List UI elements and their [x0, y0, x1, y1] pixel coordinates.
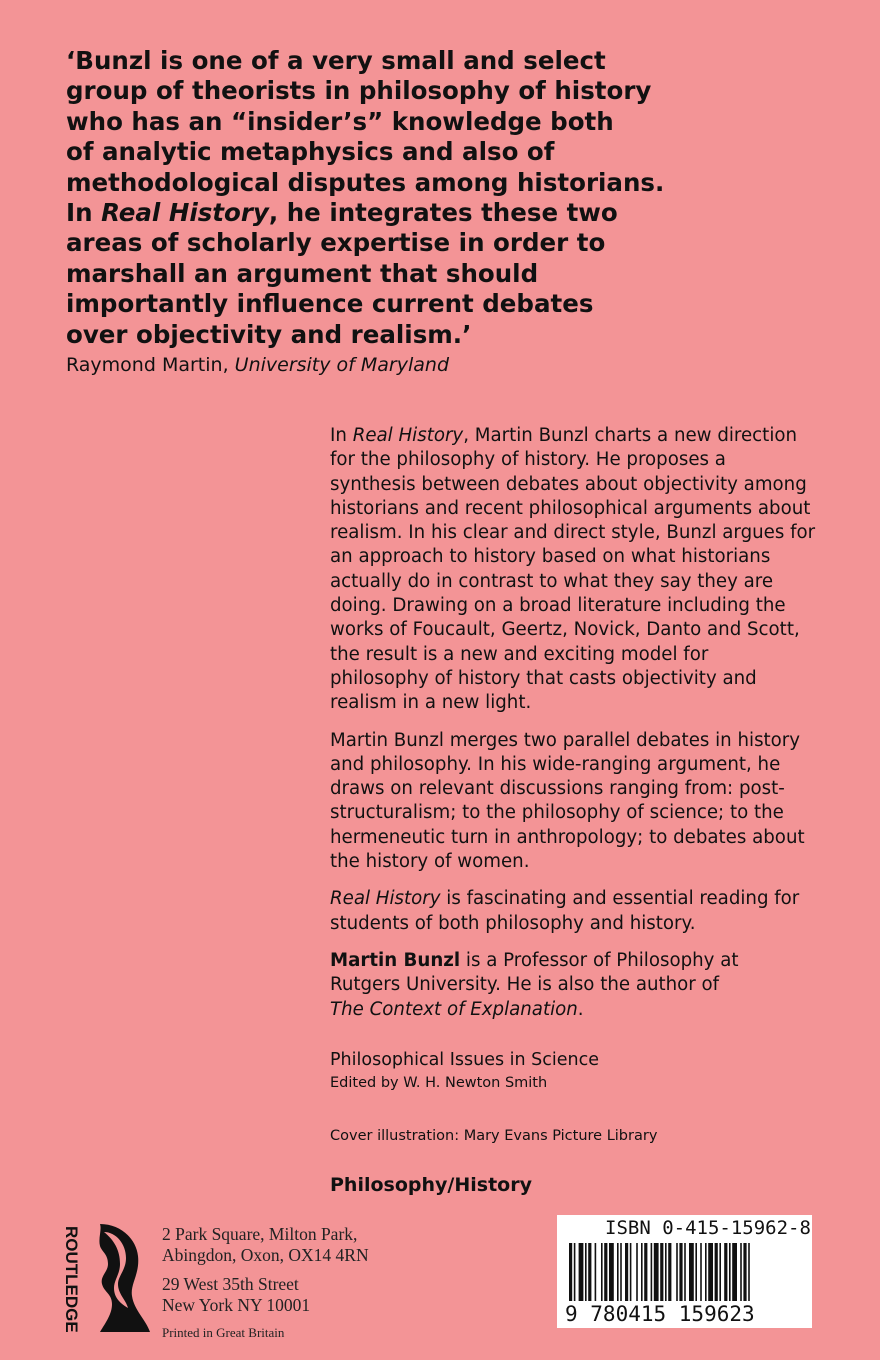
description-text: . [577, 998, 584, 1020]
description-line: actually do in contrast to what they say they are [330, 570, 774, 592]
series-name: Philosophical Issues in Science [330, 1050, 600, 1070]
description-line: for the philosophy of history. He proposes a [330, 449, 726, 471]
quote-line: ‘Bunzl is one of a very small and select [66, 46, 606, 75]
attribution-name: Raymond Martin, [66, 354, 235, 376]
attribution-affiliation: University of Maryland [234, 354, 450, 376]
quote-line: who has an “insider’s” knowledge both [66, 106, 614, 136]
quote-line: group of theorists in philosophy of history [66, 76, 652, 106]
description-paragraph [330, 887, 870, 936]
description-text: In [330, 425, 353, 446]
description-line: philosophy of history that casts objectivity and [330, 667, 757, 689]
address-line: 29 West 35th Street [162, 1274, 299, 1294]
description-line [330, 949, 870, 973]
description-line: realism in a new light. [330, 692, 532, 714]
barcode-digits: 9 780415 159623 [565, 1301, 807, 1327]
address-line: 2 Park Square, Milton Park, [162, 1224, 358, 1244]
description-line [330, 424, 870, 448]
description-line: draws on relevant discussions ranging from: post- [330, 778, 785, 800]
quote-line: areas of scholarly expertise in order to [66, 228, 606, 258]
description-line: the history of women. [330, 851, 530, 873]
quote-line [66, 198, 856, 228]
routledge-logo-icon [60, 1222, 156, 1334]
description-line: synthesis between debates about objectivity among [330, 473, 807, 495]
subject-category: Philosophy/History [330, 1174, 532, 1196]
description-line: students of both philosophy and history. [330, 912, 696, 934]
description-line [330, 998, 870, 1022]
quote-line: over objectivity and realism.’ [66, 319, 472, 349]
description-paragraph [330, 424, 870, 716]
series-editor: Edited by W. H. Newton Smith [330, 1075, 548, 1091]
quote-line: methodological disputes among historians. [66, 167, 665, 197]
address-line: New York NY 10001 [162, 1295, 311, 1315]
description-line: the result is a new and exciting model for [330, 643, 709, 665]
endorsement-quote [66, 46, 856, 350]
quote-attribution [66, 352, 449, 378]
isbn-barcode [557, 1215, 812, 1328]
description-line: structuralism; to the philosophy of science; to the [330, 802, 784, 824]
quote-text: In [66, 198, 102, 228]
description-line: doing. Drawing on a broad literature including the [330, 595, 786, 617]
logo-wordmark: ROUTLEDGE [62, 1226, 81, 1333]
book-title: Real History [352, 425, 464, 446]
description-text: is a Professor of Philosophy at [460, 949, 739, 971]
author-bio [330, 949, 870, 1022]
description-line: Rutgers University. He is also the author of [330, 974, 720, 996]
book-description [330, 424, 870, 1035]
quote-line: importantly influence current debates [66, 289, 594, 319]
book-title: The Context of Explanation [330, 998, 578, 1020]
author-name: Martin Bunzl [330, 949, 461, 971]
description-line [330, 887, 870, 911]
quote-line: of analytic metaphysics and also of [66, 137, 555, 167]
address-line: Abingdon, Oxon, OX14 4RN [162, 1245, 369, 1265]
description-paragraph [330, 729, 870, 875]
printed-in: Printed in Great Britain [162, 1325, 285, 1340]
description-line: realism. In his clear and direct style, Bunzl argues for [330, 522, 816, 544]
book-title: Real History [101, 198, 269, 228]
description-line: hermeneutic turn in anthropology; to debates about [330, 826, 805, 848]
description-line: works of Foucault, Geertz, Novick, Danto and Scott, [330, 619, 800, 641]
quote-text: , he integrates these two [268, 198, 618, 228]
description-line: an approach to history based on what historians [330, 546, 771, 568]
description-line: historians and recent philosophical arguments about [330, 497, 811, 519]
description-text: is fascinating and essential reading for [440, 888, 800, 910]
cover-credit: Cover illustration: Mary Evans Picture Library [330, 1128, 658, 1144]
book-title: Real History [330, 888, 441, 910]
profile-silhouette [99, 1224, 150, 1332]
description-line: and philosophy. In his wide-ranging argument, he [330, 753, 781, 775]
series-info [330, 1048, 599, 1094]
routledge-logo [60, 1222, 156, 1334]
description-text: , Martin Bunzl charts a new direction [463, 425, 798, 446]
publisher-address [162, 1224, 369, 1342]
quote-line: marshall an argument that should [66, 258, 539, 288]
isbn-label: ISBN 0-415-15962-8 [605, 1217, 811, 1239]
description-line: Martin Bunzl merges two parallel debates in history [330, 729, 801, 751]
